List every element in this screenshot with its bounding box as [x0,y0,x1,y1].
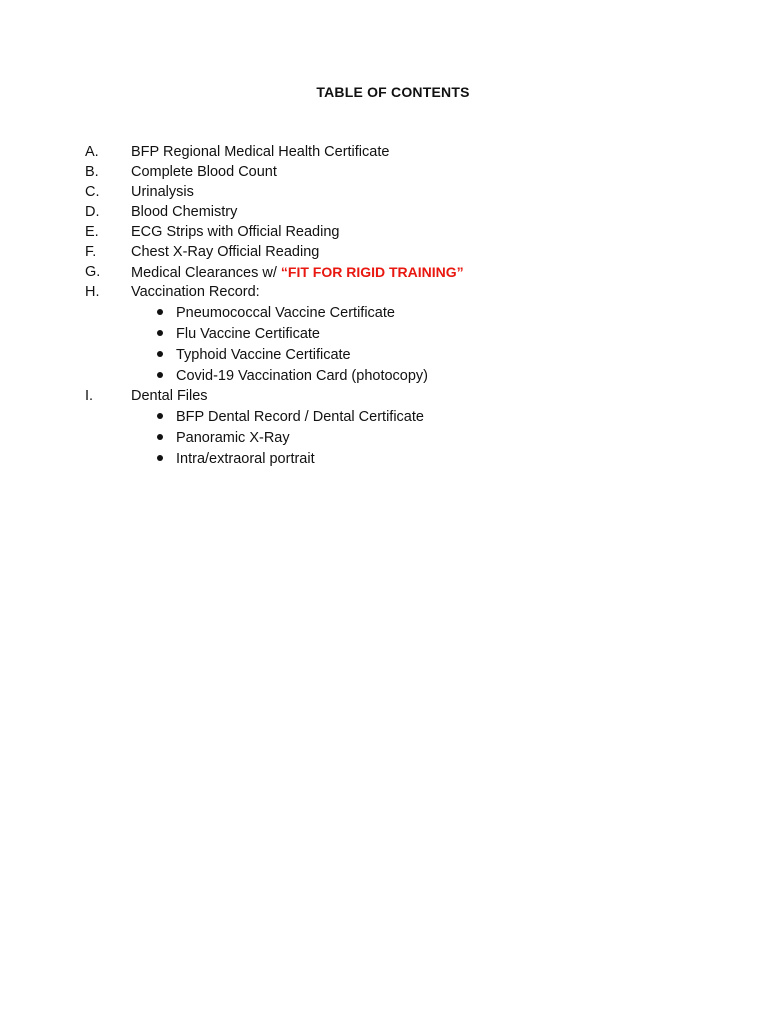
list-item-label: BFP Dental Record / Dental Certificate [176,409,424,425]
table-of-contents [85,142,705,469]
toc-item-e [85,222,705,242]
dental-files-list [85,406,705,469]
toc-item-label: ECG Strips with Official Reading [131,224,340,240]
bullet-icon [157,413,163,419]
toc-item-letter: I. [85,388,94,404]
toc-item-letter: C. [85,184,100,200]
toc-item-label: Vaccination Record: [131,284,260,300]
list-item-label: Pneumococcal Vaccine Certificate [176,305,395,321]
toc-item-d [85,202,705,222]
toc-item-c [85,182,705,202]
toc-item-letter: D. [85,204,100,220]
list-item [85,344,705,365]
toc-item-letter: H. [85,284,100,300]
toc-item-a [85,142,705,162]
list-item-label: Flu Vaccine Certificate [176,326,320,342]
bullet-icon [157,455,163,461]
toc-item-letter: B. [85,164,99,180]
toc-item-h [85,282,705,302]
bullet-icon [157,351,163,357]
list-item [85,323,705,344]
toc-item-label: BFP Regional Medical Health Certificate [131,144,390,160]
list-item [85,302,705,323]
list-item [85,448,705,469]
toc-item-g [85,262,705,282]
bullet-icon [157,330,163,336]
fit-for-rigid-training-highlight: “FIT FOR RIGID TRAINING” [280,264,464,280]
vaccination-record-list [85,302,705,386]
list-item-label: Covid-19 Vaccination Card (photocopy) [176,368,429,384]
list-item [85,406,705,427]
list-item [85,427,705,448]
list-item-label: Panoramic X-Ray [176,430,290,446]
toc-item-letter: G. [85,264,101,280]
toc-item-f [85,242,705,262]
bullet-icon [157,309,163,315]
toc-item-letter: A. [85,144,99,160]
toc-item-letter: F. [85,244,97,260]
toc-item-label: Complete Blood Count [131,164,277,180]
list-item [85,365,705,386]
toc-item-label: Dental Files [131,388,208,404]
toc-item-label-group [131,262,464,283]
toc-item-b [85,162,705,182]
page-title: TABLE OF CONTENTS [316,84,470,100]
list-item-label: Intra/extraoral portrait [176,451,315,467]
toc-item-label: Chest X-Ray Official Reading [131,244,320,260]
toc-item-label: Blood Chemistry [131,204,238,220]
bullet-icon [157,372,163,378]
bullet-icon [157,434,163,440]
toc-item-letter: E. [85,224,99,240]
toc-item-i [85,386,705,406]
toc-item-label: Medical Clearances w/ [131,265,281,281]
list-item-label: Typhoid Vaccine Certificate [176,347,351,363]
toc-item-label: Urinalysis [131,184,194,200]
